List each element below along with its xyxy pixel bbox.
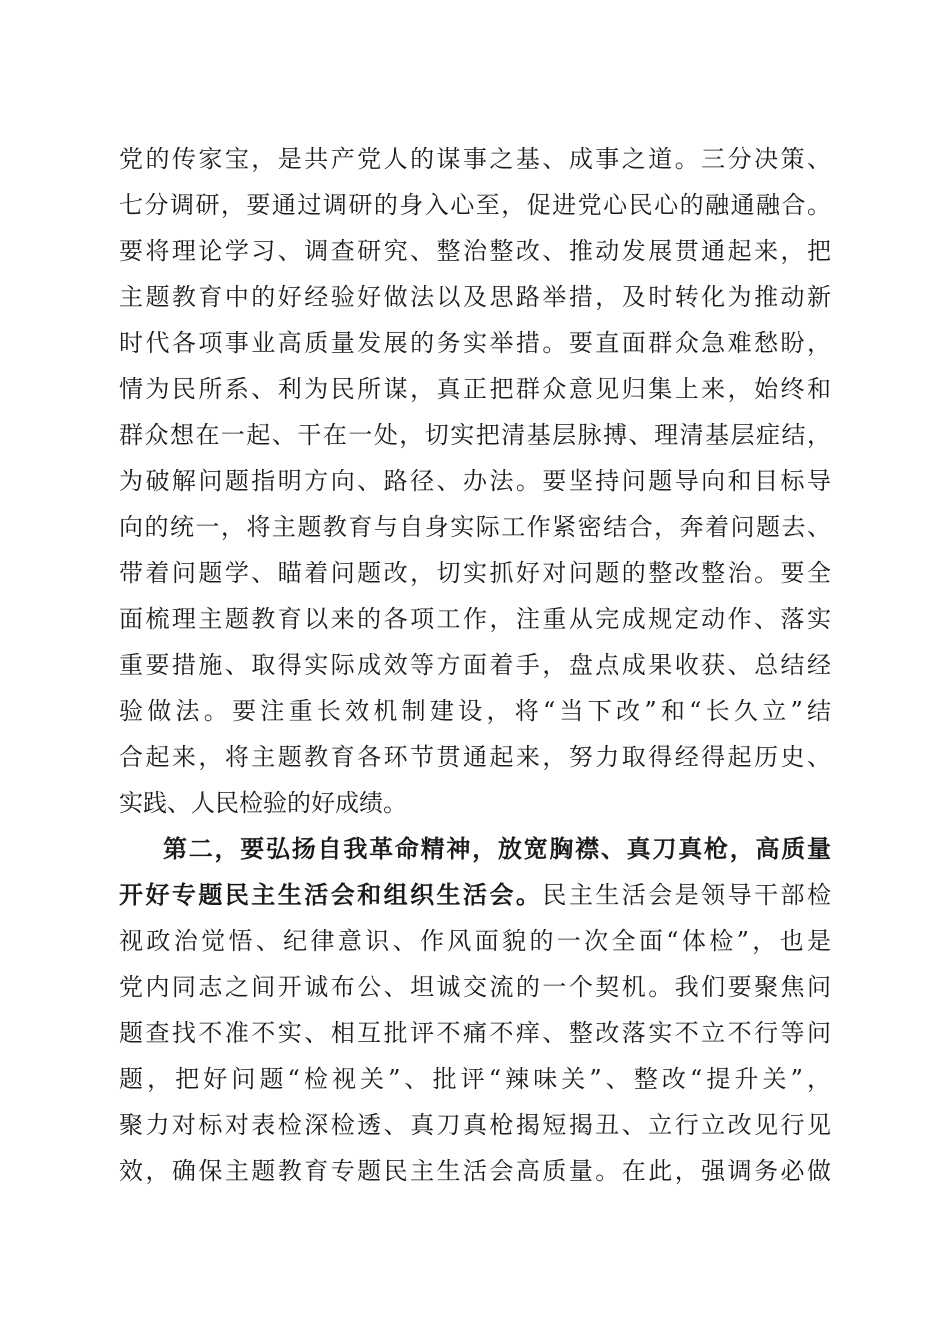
text-line: 群众想在一起、干在一处，切实把清基层脉搏、理清基层症结，: [119, 421, 831, 449]
paragraph-heading: 第二，要弘扬自我革命精神，放宽胸襟、真刀真枪，高质量: [163, 834, 831, 863]
text-line: 主题教育中的好经验好做法以及思路举措，及时转化为推动新: [119, 283, 831, 311]
paragraph-1: [119, 136, 831, 826]
body-text: [119, 136, 831, 1194]
text-line: 时代各项事业高质量发展的务实举措。要直面群众急难愁盼，: [119, 329, 831, 357]
text-line: 视政治觉悟、纪律意识、作风面貌的一次全面“体检”，也是: [119, 927, 831, 955]
text-line: 要将理论学习、调查研究、整治整改、推动发展贯通起来，把: [119, 237, 831, 265]
paragraph-2: [119, 826, 831, 1194]
text-segment: 民主生活会是领导干部检: [542, 881, 831, 909]
text-line: 重要措施、取得实际成效等方面着手，盘点成果收获、总结经: [119, 651, 831, 679]
text-line: 带着问题学、瞄着问题改，切实抓好对问题的整改整治。要全: [119, 559, 831, 587]
text-line: 党内同志之间开诚布公、坦诚交流的一个契机。我们要聚焦问: [119, 973, 831, 1001]
text-line: 合起来，将主题教育各环节贯通起来，努力取得经得起历史、: [119, 743, 831, 771]
text-line: 为破解问题指明方向、路径、办法。要坚持问题导向和目标导: [119, 467, 831, 495]
text-line: 向的统一，将主题教育与自身实际工作紧密结合，奔着问题去、: [119, 513, 831, 541]
text-line: 七分调研，要通过调研的身入心至，促进党心民心的融通融合。: [119, 191, 831, 219]
text-line: 党的传家宝，是共产党人的谋事之基、成事之道。三分决策、: [119, 145, 831, 173]
text-line: 题，把好问题“检视关”、批评“辣味关”、整改“提升关”，: [119, 1065, 831, 1093]
text-line: 验做法。要注重长效机制建设，将“当下改”和“长久立”结: [119, 697, 831, 725]
text-line: 效，确保主题教育专题民主生活会高质量。在此，强调务必做: [119, 1157, 831, 1185]
paragraph-heading-end: 开好专题民主生活会和组织生活会。: [119, 880, 543, 909]
text-line: 题查找不准不实、相互批评不痛不痒、整改落实不立不行等问: [119, 1019, 831, 1047]
text-line: [119, 872, 831, 918]
text-line: 实践、人民检验的好成绩。: [119, 789, 407, 817]
text-line: 面梳理主题教育以来的各项工作，注重从完成规定动作、落实: [119, 605, 831, 633]
text-line: 聚力对标对表检深检透、真刀真枪揭短揭丑、立行立改见行见: [119, 1111, 831, 1139]
text-line: 情为民所系、利为民所谋，真正把群众意见归集上来，始终和: [119, 375, 831, 403]
